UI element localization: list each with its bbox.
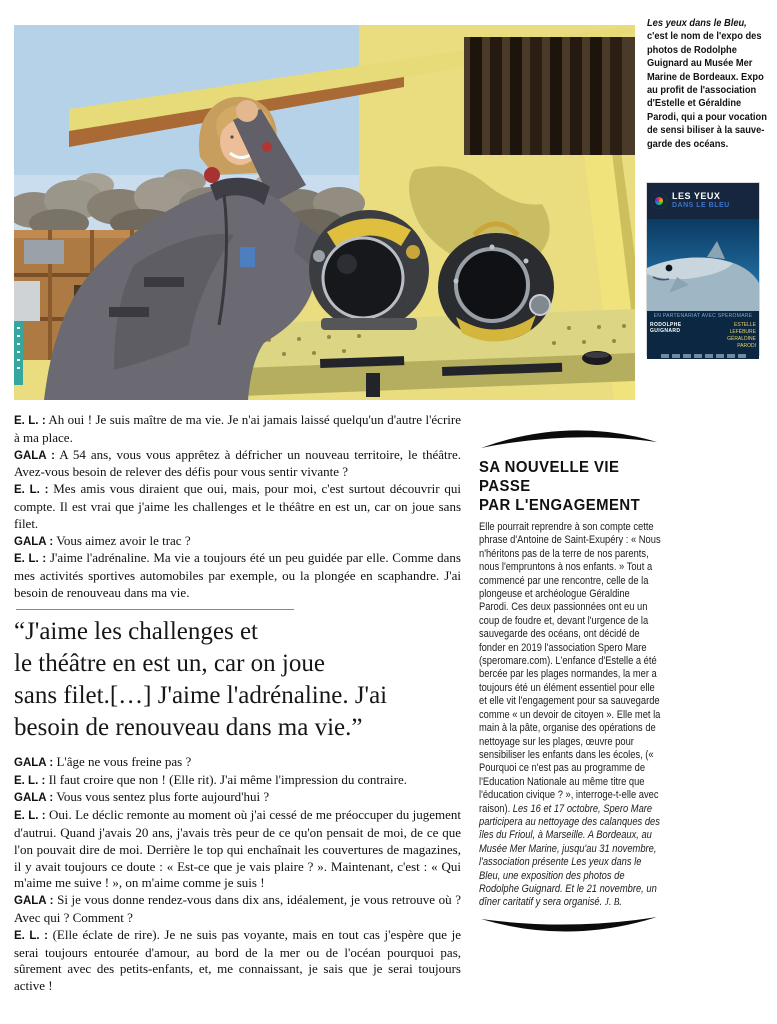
poster-title-line1: LES YEUX [672, 191, 721, 202]
pull-quote-line: le théâtre en est un, car on joue [14, 649, 325, 677]
poster-titles [672, 192, 730, 210]
dialogue-paragraph: E. L. : Oui. Le déclic remonte au moment où j'ai cessé de me préoccuper du jugement d'autrui. Quand j'avais 20 ans, j'avais très peur de ce qu'on pensait de moi, de ce que l'on pouvait dire de moi. Derrière le top qui enchaînait les couvertures de magazines, il y avait toujours ce doute : « Est-ce que je vais plaire ? ». Maintenant, c'est : « Qui m'aime me suive ! », on m'aime comme je suis ! [14, 807, 462, 891]
diving-helmet-left [309, 210, 429, 330]
poster-title-line2: DANS LE BLEU [672, 202, 730, 210]
wood-slats [464, 37, 635, 155]
shark-illustration [647, 219, 759, 311]
dialogue-paragraph: E. L. : J'aime l'adrénaline. Ma vie a toujours été un peu guidée par elle. Comme dans mes activités sportives automobiles par exemple, ou la plongée en scaphandre. J'ai besoin de renouveau dans ma vie. [14, 550, 461, 600]
sunglasses [582, 351, 612, 365]
poster-name1: ESTELLE LEFÉBURE [729, 322, 756, 335]
engagement-heading [479, 458, 665, 515]
speaker-label: E. L. : [14, 415, 46, 427]
hero-photo [14, 25, 635, 400]
divider-rule [16, 609, 294, 610]
planet-logo-icon [651, 193, 667, 209]
bottom-arc-ornament [479, 915, 659, 941]
engagement-body-italic: Les 16 et 17 octobre, Spero Mare participera au nettoyage des calanques des îles du Frioul, à Marseille. A Bordeaux, au Musée Mer Marine, jusqu'au 31 novembre, l'association présente Les yeux dans le Bleu, une exposition des photos de Rodolphe Guignard. Et le 21 novembre, un dîner caritatif y sera organisé. [479, 802, 660, 909]
engagement-heading-line2: PAR L'ENGAGEMENT [479, 497, 641, 514]
caption-text: c'est le nom de l'expo des photos de Rodolphe Guignard au Musée Mer Marine de Bordeaux. Expo au profit de l'association d'Estelle et Géraldine Parodi, qui a pour vocation de sensi biliser à la sauve-garde des océans. [647, 31, 767, 150]
speaker-label: E. L. : [14, 553, 47, 566]
speaker-label: E. L. : [14, 929, 48, 942]
speaker-label: GALA : [14, 792, 54, 805]
speaker-label: GALA : [14, 449, 55, 462]
speaker-label: GALA : [14, 895, 54, 908]
speaker-label: E. L. : [14, 774, 46, 787]
dialogue-paragraph: GALA : Si je vous donne rendez-vous dans dix ans, idéalement, je vous retrouve où ? Avec qui ? Comment ? [14, 892, 461, 925]
dialogue-paragraph: E. L. : (Elle éclate de rire). Je ne suis pas voyante, mais en tout cas j'espère que je serai toujours entourée d'amour, au bord de la mer ou de l'océan pourquoi pas, sûrement avec des petits-enfants, et, me connaissant, je sais que je serai toujours active ! [14, 926, 461, 994]
poster-ocean [647, 219, 759, 311]
speaker-label: E. L. : [14, 484, 49, 497]
speaker-label: GALA : [14, 535, 54, 548]
hero-photo-illustration [14, 25, 635, 400]
speaker-label: GALA : [14, 756, 54, 769]
caption-title: Les yeux dans le Bleu, [647, 18, 747, 29]
author-initials: J. B. [604, 896, 622, 909]
engagement-body [479, 521, 661, 910]
dialogue-paragraph: E. L. : Il faut croire que non ! (Elle rit). J'ai même l'impression du contraire. [14, 771, 408, 787]
poster-header [647, 183, 759, 219]
dialogue-paragraph: GALA : Vous vous sentez plus forte aujourd'hui ? [14, 789, 270, 805]
interview-column [14, 412, 461, 995]
engagement-sidebar [479, 424, 661, 941]
sponsor-logos-strip [650, 354, 756, 358]
dialogue-paragraph: E. L. : Ah oui ! Je suis maître de ma vie. Je n'ai jamais laissé quelqu'un d'autre l'écrire à ma place. [14, 412, 461, 445]
dialogue-paragraph: GALA : A 54 ans, vous vous apprêtez à défricher un nouveau territoire, le théâtre. Avez-vous besoin de relever des défis pour vous sentir vivante ? [14, 446, 461, 480]
pull-quote-line: sans filet.[…] J'aime l'adrénaline. J'ai [14, 681, 388, 709]
expo-poster [647, 183, 759, 355]
poster-names [710, 322, 756, 350]
photo-caption [647, 17, 768, 151]
engagement-body-text: Elle pourrait reprendre à son compte cette phrase d'Antoine de Saint-Exupéry : « Nous n'héritons pas de la terre de nos parents, nous l'empruntons à nos enfants. » Tout a commencé par une rencontre, celle de la plongeuse et archéologue Géraldine Parodi. Ces deux passionnées ont eu un coup de foudre et, devant l'urgence de la sauvegarde des océans, ont décidé de fonder en 2019 l'association Spero Mare (speromare.com). L'enfance d'Estelle a été bercée par les plages normandes, la mer a toujours été un élément essentiel pour elle et elle vit l'engagement pour sa sauvegarde comme « un devoir de citoyen ». Elle met la main à la pâte, organise des opérations de nettoyage sur les plages, œuvre pour sensibiliser les enfants dans les écoles, (« Pourquoi ce n'est pas au programme de l'Education Nationale au même titre que l'éducation civique ? », interroge-t-elle avec raison). [479, 521, 661, 815]
poster-photographer: RODOLPHE GUIGNARD [650, 322, 682, 334]
engagement-heading-line1: SA NOUVELLE VIE PASSE [479, 459, 620, 495]
pull-quote-line: “J'aime les challenges et [14, 617, 258, 645]
poster-footer [647, 311, 759, 359]
top-arc-ornament [479, 424, 659, 450]
pull-quote-line: besoin de renouveau dans ma vie.” [14, 713, 363, 741]
poster-name2: GÉRALDINE PARODI [727, 336, 756, 349]
photo-credit-strip [14, 321, 23, 385]
dialogue-paragraph: E. L. : Mes amis vous diraient que oui, mais, pour moi, c'est surtout découvrir qui compte. Il est vrai que j'aime les challenges et le théâtre en est un, car on joue sans filet. [14, 481, 462, 531]
dialogue-paragraph: GALA : L'âge ne vous freine pas ? [14, 753, 192, 769]
pull-quote [14, 616, 461, 744]
dialogue-paragraph: GALA : Vous aimez avoir le trac ? [14, 532, 191, 548]
poster-partner-line: EN PARTENARIAT AVEC SPEROMARE [653, 313, 753, 319]
speaker-label: E. L. : [14, 810, 46, 823]
